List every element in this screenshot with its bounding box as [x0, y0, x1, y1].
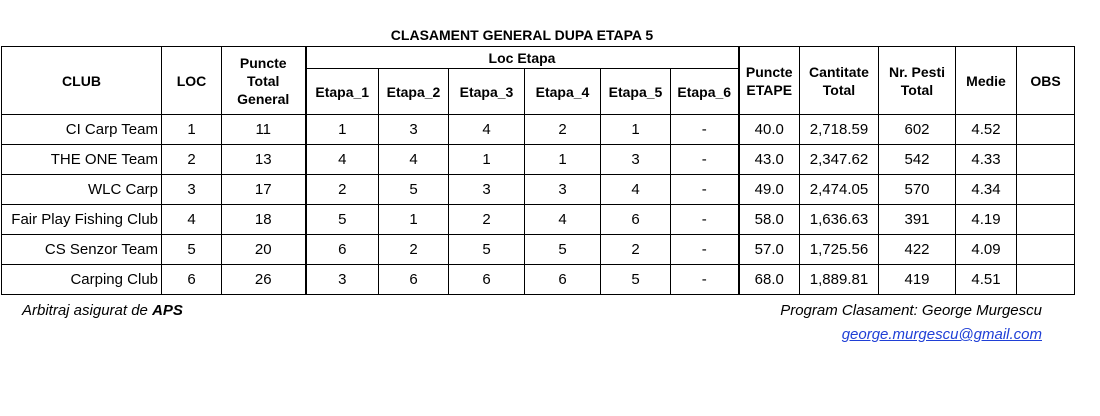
cell-loc: 2: [162, 145, 222, 175]
cell-cantitate: 2,718.59: [800, 115, 879, 145]
cell-etapa-4: 2: [525, 115, 601, 145]
cell-club: WLC Carp: [2, 175, 162, 205]
header-loc: LOC: [162, 47, 222, 115]
cell-etapa-1: 4: [306, 145, 379, 175]
header-puncte-total-general: Puncte Total General: [222, 47, 306, 115]
arbitraj-prefix: Arbitraj asigurat de: [22, 302, 148, 319]
cell-etapa-5: 4: [601, 175, 671, 205]
cell-etapa-1: 5: [306, 205, 379, 235]
cell-etapa-5: 6: [601, 205, 671, 235]
cell-medie: 4.19: [956, 205, 1017, 235]
cell-etapa-4: 3: [525, 175, 601, 205]
cell-puncte-etape: 58.0: [739, 205, 800, 235]
cell-etapa-5: 5: [601, 265, 671, 295]
cell-etapa-1: 1: [306, 115, 379, 145]
cell-nr-pesti: 419: [879, 265, 956, 295]
cell-etapa-6: -: [671, 175, 739, 205]
header-cantitate-total: Cantitate Total: [800, 47, 879, 115]
cell-puncte-total: 20: [222, 235, 306, 265]
header-puncte-etape: Puncte ETAPE: [739, 47, 800, 115]
header-etapa-3: Etapa_3: [449, 69, 525, 115]
cell-nr-pesti: 602: [879, 115, 956, 145]
cell-puncte-total: 17: [222, 175, 306, 205]
cell-puncte-total: 13: [222, 145, 306, 175]
cell-cantitate: 1,889.81: [800, 265, 879, 295]
cell-etapa-2: 5: [379, 175, 449, 205]
cell-medie: 4.51: [956, 265, 1017, 295]
cell-cantitate: 1,725.56: [800, 235, 879, 265]
cell-medie: 4.09: [956, 235, 1017, 265]
cell-puncte-total: 11: [222, 115, 306, 145]
cell-obs: [1017, 115, 1075, 145]
table-row: [2, 205, 1075, 235]
cell-cantitate: 2,474.05: [800, 175, 879, 205]
cell-puncte-total: 26: [222, 265, 306, 295]
cell-etapa-3: 6: [449, 265, 525, 295]
header-etapa-5: Etapa_5: [601, 69, 671, 115]
header-medie: Medie: [956, 47, 1017, 115]
header-etapa-2: Etapa_2: [379, 69, 449, 115]
header-etapa-1: Etapa_1: [306, 69, 379, 115]
table-row: [2, 265, 1075, 295]
cell-loc: 5: [162, 235, 222, 265]
cell-medie: 4.34: [956, 175, 1017, 205]
cell-obs: [1017, 235, 1075, 265]
cell-nr-pesti: 422: [879, 235, 956, 265]
header-etapa-6: Etapa_6: [671, 69, 739, 115]
cell-puncte-etape: 68.0: [739, 265, 800, 295]
header-obs: OBS: [1017, 47, 1075, 115]
email-link[interactable]: george.murgescu@gmail.com: [841, 326, 1042, 343]
cell-loc: 3: [162, 175, 222, 205]
cell-etapa-4: 5: [525, 235, 601, 265]
cell-obs: [1017, 145, 1075, 175]
cell-etapa-1: 3: [306, 265, 379, 295]
cell-puncte-total: 18: [222, 205, 306, 235]
program-credit: Program Clasament: George Murgescu: [780, 302, 1042, 319]
cell-etapa-6: -: [671, 145, 739, 175]
table-header-row: [2, 47, 1075, 69]
cell-medie: 4.52: [956, 115, 1017, 145]
cell-etapa-4: 4: [525, 205, 601, 235]
cell-puncte-etape: 43.0: [739, 145, 800, 175]
cell-etapa-5: 1: [601, 115, 671, 145]
header-club: CLUB: [2, 47, 162, 115]
cell-nr-pesti: 570: [879, 175, 956, 205]
table-row: [2, 235, 1075, 265]
cell-nr-pesti: 391: [879, 205, 956, 235]
cell-club: CS Senzor Team: [2, 235, 162, 265]
cell-club: THE ONE Team: [2, 145, 162, 175]
cell-etapa-2: 1: [379, 205, 449, 235]
cell-nr-pesti: 542: [879, 145, 956, 175]
header-nr-pesti-total: Nr. Pesti Total: [879, 47, 956, 115]
cell-etapa-2: 3: [379, 115, 449, 145]
cell-etapa-2: 4: [379, 145, 449, 175]
table-row: [2, 175, 1075, 205]
cell-etapa-2: 2: [379, 235, 449, 265]
cell-etapa-4: 1: [525, 145, 601, 175]
cell-etapa-3: 1: [449, 145, 525, 175]
cell-obs: [1017, 205, 1075, 235]
cell-obs: [1017, 175, 1075, 205]
cell-loc: 4: [162, 205, 222, 235]
cell-etapa-6: -: [671, 235, 739, 265]
header-etapa-4: Etapa_4: [525, 69, 601, 115]
cell-puncte-etape: 49.0: [739, 175, 800, 205]
cell-club: Carping Club: [2, 265, 162, 295]
cell-etapa-3: 3: [449, 175, 525, 205]
table-row: [2, 115, 1075, 145]
cell-cantitate: 2,347.62: [800, 145, 879, 175]
cell-etapa-1: 6: [306, 235, 379, 265]
cell-loc: 1: [162, 115, 222, 145]
cell-etapa-5: 3: [601, 145, 671, 175]
cell-etapa-3: 2: [449, 205, 525, 235]
table-row: [2, 145, 1075, 175]
cell-etapa-6: -: [671, 115, 739, 145]
cell-etapa-5: 2: [601, 235, 671, 265]
cell-etapa-6: -: [671, 205, 739, 235]
arbitraj-org: APS: [152, 302, 183, 319]
cell-etapa-2: 6: [379, 265, 449, 295]
cell-etapa-1: 2: [306, 175, 379, 205]
page-title: CLASAMENT GENERAL DUPA ETAPA 5: [390, 27, 654, 43]
cell-etapa-4: 6: [525, 265, 601, 295]
cell-puncte-etape: 40.0: [739, 115, 800, 145]
cell-loc: 6: [162, 265, 222, 295]
cell-etapa-3: 4: [449, 115, 525, 145]
cell-obs: [1017, 265, 1075, 295]
cell-cantitate: 1,636.63: [800, 205, 879, 235]
cell-club: CI Carp Team: [2, 115, 162, 145]
cell-etapa-3: 5: [449, 235, 525, 265]
table-body: [2, 115, 1075, 295]
cell-puncte-etape: 57.0: [739, 235, 800, 265]
cell-medie: 4.33: [956, 145, 1017, 175]
standings-table: [1, 46, 1075, 295]
cell-etapa-6: -: [671, 265, 739, 295]
cell-club: Fair Play Fishing Club: [2, 205, 162, 235]
arbitraj-note: [22, 302, 183, 319]
header-loc-etapa: Loc Etapa: [306, 47, 739, 69]
